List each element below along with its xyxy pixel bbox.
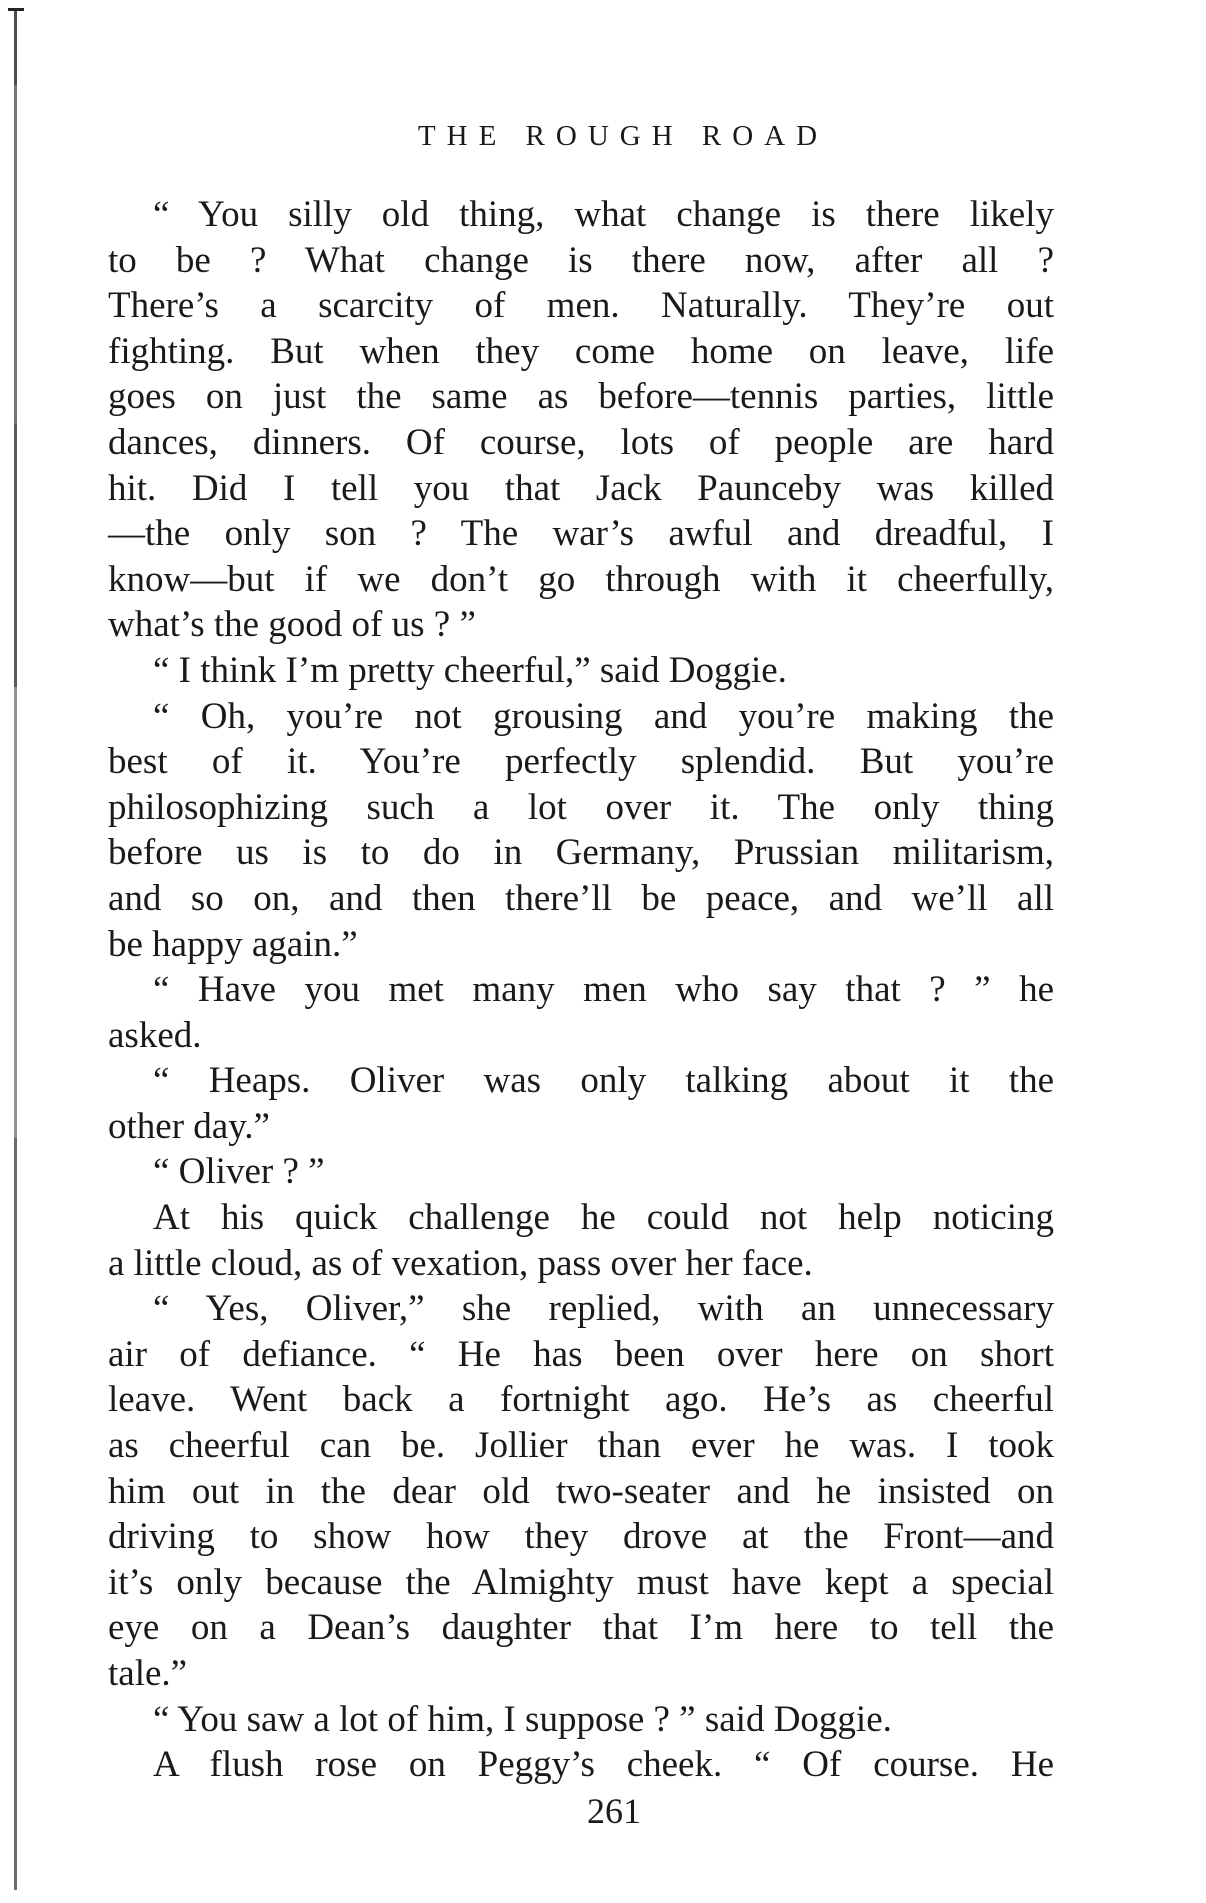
text-line: what’s the good of us ? ”: [108, 604, 476, 646]
text-line: him out in the dear old two-seater and he insisted on: [108, 1470, 1054, 1512]
text-line: philosophizing such a lot over it. The only thing: [108, 786, 1054, 828]
text-line: “ You silly old thing, what change is there likely: [153, 194, 1054, 235]
text-line: leave. Went back a fortnight ago. He’s as cheerful: [108, 1379, 1054, 1421]
text-line: “ Oliver ? ”: [153, 1151, 325, 1193]
text-line: before us is to do in Germany, Prussian militarism,: [108, 832, 1054, 874]
text-line: —the only son ? The war’s awful and dreadful, I: [108, 513, 1054, 555]
text-line: “ Yes, Oliver,” she replied, with an unnecessary: [153, 1288, 1054, 1330]
text-line: A flush rose on Peggy’s cheek. “ Of course. He: [153, 1744, 1054, 1786]
text-line: air of defiance. “ He has been over here on short: [108, 1333, 1054, 1375]
binding-edge: [14, 10, 17, 1890]
text-line: “ I think I’m pretty cheerful,” said Doggie.: [153, 649, 787, 691]
text-line: hit. Did I tell you that Jack Paunceby was killed: [108, 467, 1054, 509]
body-text: [108, 192, 1054, 1788]
text-line: and so on, and then there’ll be peace, and we’ll all: [108, 877, 1054, 919]
text-line: tale.”: [108, 1653, 188, 1694]
text-line: dances, dinners. Of course, lots of people are hard: [108, 421, 1054, 463]
text-line: be happy again.”: [108, 923, 358, 965]
text-line: asked.: [108, 1014, 202, 1056]
text-line: “ Oh, you’re not grousing and you’re making the: [153, 695, 1054, 737]
text-line: to be ? What change is there now, after all ?: [108, 239, 1054, 281]
text-line: driving to show how they drove at the Front—and: [108, 1516, 1054, 1558]
text-line: as cheerful can be. Jollier than ever he was. I took: [108, 1425, 1054, 1467]
text-line: best of it. You’re perfectly splendid. But you’re: [108, 741, 1054, 783]
text-line: At his quick challenge he could not help noticing: [153, 1197, 1054, 1239]
text-line: goes on just the same as before—tennis parties, little: [108, 376, 1054, 418]
text-line: eye on a Dean’s daughter that I’m here to tell the: [108, 1607, 1054, 1649]
running-head: THE ROUGH ROAD: [417, 120, 829, 152]
page-number: 261: [587, 1791, 641, 1831]
text-line: other day.”: [108, 1105, 270, 1147]
text-line: There’s a scarcity of men. Naturally. They’re out: [108, 285, 1054, 327]
text-line: “ Have you met many men who say that ? ” he: [153, 969, 1054, 1011]
text-line: it’s only because the Almighty must have kept a special: [108, 1561, 1054, 1603]
text-line: “ You saw a lot of him, I suppose ? ” said Doggie.: [153, 1698, 892, 1740]
text-line: a little cloud, as of vexation, pass over her face.: [108, 1242, 813, 1284]
text-line: fighting. But when they come home on leave, life: [108, 330, 1054, 372]
text-line: know—but if we don’t go through with it cheerfully,: [108, 558, 1054, 600]
text-line: “ Heaps. Oliver was only talking about it the: [153, 1060, 1054, 1102]
